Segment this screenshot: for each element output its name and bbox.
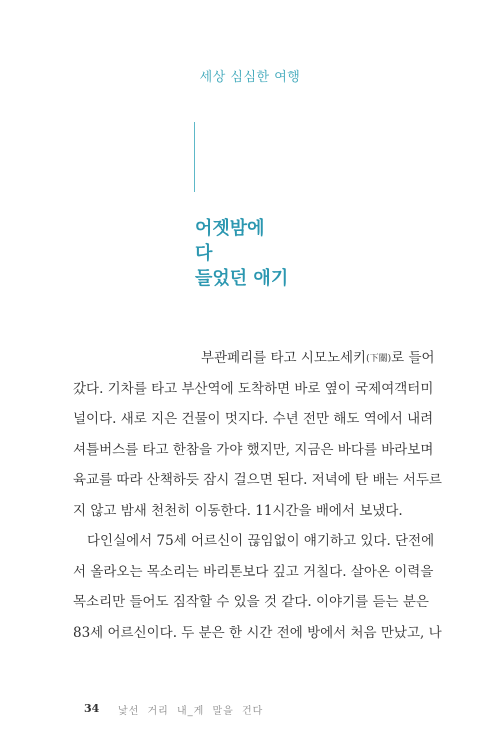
title-divider-line bbox=[194, 122, 195, 192]
paragraph-line: 서 올라오는 목소리는 바리톤보다 깊고 거칠다. 살아온 이력을 bbox=[73, 563, 434, 580]
paragraph-line: 83세 어르신이다. 두 분은 한 시간 전에 방에서 처음 만났고, 나 bbox=[73, 624, 442, 641]
chapter-title bbox=[195, 216, 288, 291]
chapter-title-line-1: 어젯밤에 bbox=[195, 218, 265, 239]
paragraph-line: 갔다. 기차를 타고 부산역에 도착하면 바로 옆이 국제여객터미 bbox=[73, 380, 434, 397]
paragraph-line: 육교를 따라 산책하듯 잠시 걸으면 된다. 저녁에 탄 배는 서두르 bbox=[73, 472, 442, 488]
paragraph-line: 목소리만 들어도 짐작할 수 있을 것 같다. 이야기를 듣는 분은 bbox=[73, 594, 429, 610]
body-text bbox=[73, 343, 442, 648]
paragraph-line: 널이다. 새로 지은 건물이 멋지다. 수년 전만 해도 역에서 내려 bbox=[73, 411, 434, 427]
chapter-title-line-2: 다 bbox=[195, 243, 213, 264]
paragraph-line: 부관페리를 타고 시모노세키(下關)로 들어 bbox=[201, 350, 435, 366]
paragraph-line: 셔틀버스를 타고 한참을 가야 했지만, 지금은 바다를 바라보며 bbox=[73, 441, 434, 458]
page-number: 34 bbox=[84, 702, 100, 715]
paragraph-line: 지 않고 밤새 천천히 이동한다. 11시간을 배에서 보냈다. bbox=[73, 502, 403, 519]
paragraph-line: 다인실에서 75세 어르신이 끊임없이 얘기하고 있다. 단전에 bbox=[87, 533, 435, 549]
chapter-title-line-3: 들었던 애기 bbox=[195, 268, 289, 289]
hanja-annotation: (下關) bbox=[366, 354, 392, 364]
section-label: 세상 심심한 여행 bbox=[199, 70, 301, 85]
running-book-title: 낯선 거리 내_게 말을 건다 bbox=[118, 706, 264, 717]
